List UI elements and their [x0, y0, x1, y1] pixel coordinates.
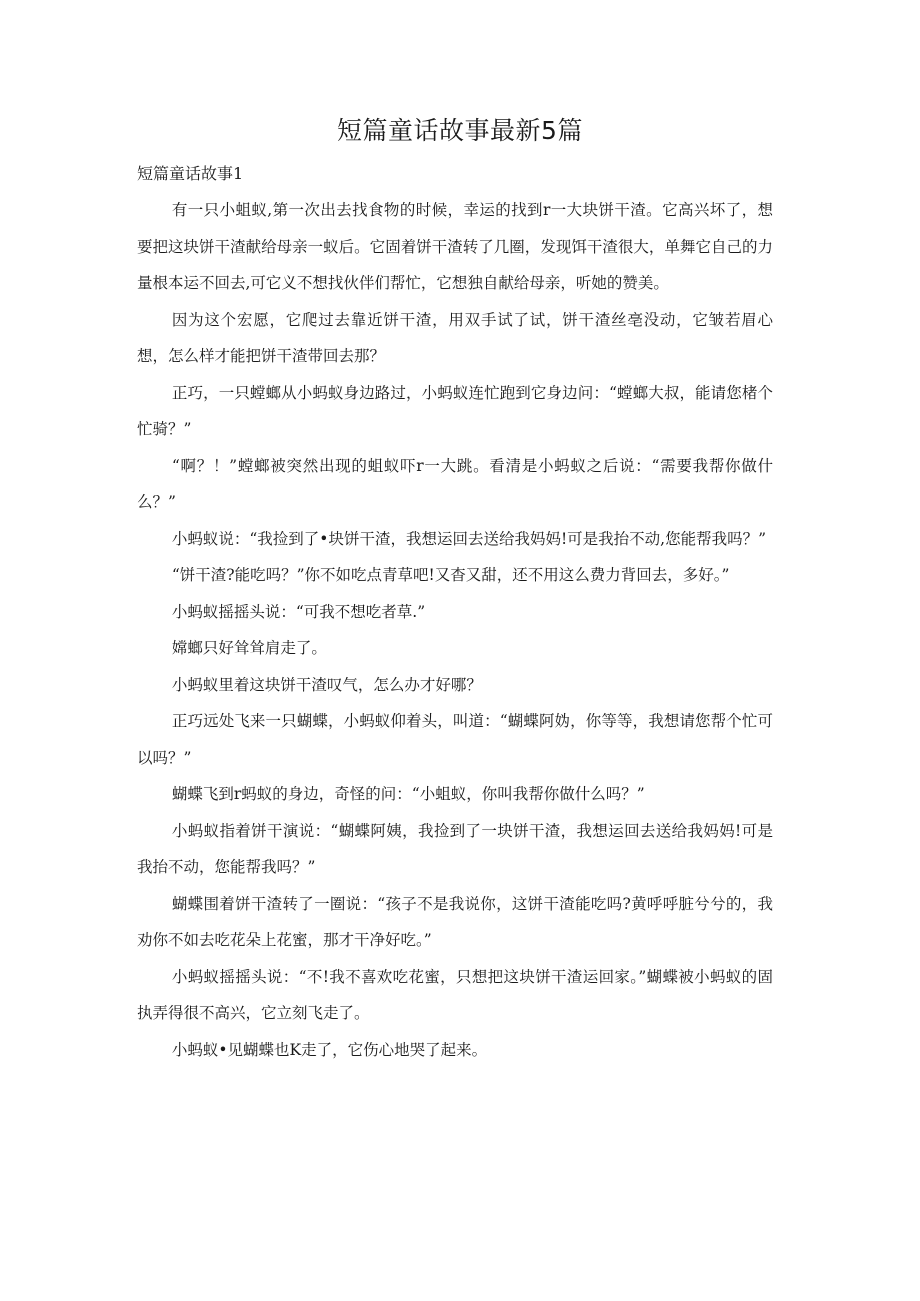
- paragraph: 小蚂蚁里着这块饼干渣叹气，怎么办才好哪？: [171, 675, 482, 694]
- paragraph: “啊？！”螳螂被突然出现的蛆蚁吓r一大跳。看清是小蚂蚁之后说：“需要我帮你做什么？”: [137, 456, 773, 511]
- paragraph: 蝴蝶飞到r蚂蚁的身边，奇怪的问：“小蛆蚁，你叫我帮你做什么吗？”: [171, 785, 645, 803]
- paragraph: 有一只小蛆蚁,第一次出去找食物的时候，幸运的找到r一大块饼干渣。它高兴坏了，想要把这块饼干渣献给母亲一蚁后。它固着饼干渣转了几圈，发现饵干渣很大，单舞它自己的力量根本运不回去,可它义不想找伙伴们帮忙，它想独自献给母亲，听她的赞美。: [137, 201, 773, 292]
- paragraph: 小蚂蚁•见蝴蝶也K走了，它伤心地哭了起来。: [171, 1040, 488, 1059]
- paragraph: 小蚂蚁指着饼干演说：“蝴蝶阿姨，我捡到了一块饼干渣，我想运回去送给我妈妈!可是我抬不动，您能帮我吗？”: [137, 821, 773, 876]
- section-heading: 短篇童话故事1: [137, 164, 244, 183]
- paragraph: 蝴蝶围着饼干渣转了一圈说：“孩子不是我说你，这饼干渣能吃吗?黄呼呼脏兮兮的，我劝你不如去吃花朵上花蜜，那才干净好吃。”: [137, 894, 773, 949]
- document-title: 短篇童话故事最新5篇: [337, 116, 583, 145]
- paragraph: 小蚂蚁说：“我捡到了•块饼干渣，我想运回去送给我妈妈!可是我抬不动,您能帮我吗？”: [171, 529, 767, 548]
- paragraph: 因为这个宏愿，它爬过去靠近饼干渣，用双手试了试，饼干渣丝亳没动，它皱若眉心想，怎么样才能把饼干渣带回去那？: [137, 310, 773, 365]
- paragraph: 正巧，一只螳螂从小蚂蚁身边路过，小蚂蚁连忙跑到它身边问：“螳螂大叔，能请您楮个忙骑？”: [137, 383, 773, 438]
- paragraph: 嫦螂只好耸耸肩走了。: [171, 639, 327, 657]
- paragraph: “饼干渣?能吃吗？”你不如吃点青草吧!又杳又甜，还不用这么费力背回去，多好。”: [171, 566, 730, 584]
- paragraph: 小蚂蚁摇摇头说：“可我不想吃者草.”: [171, 602, 426, 621]
- paragraph: 小蚂蚁摇摇头说：“不!我不喜欢吃花蜜，只想把这块饼干渣运回家。”蝴蝶被小蚂蚁的固执弄得很不高兴，它立刻飞走了。: [137, 967, 773, 1022]
- story-body: [137, 192, 773, 1068]
- paragraph: 正巧远处飞来一只蝴蝶，小蚂蚁仰着头，叫道：“蝴蝶阿妫，你等等，我想请您帮个忙可以吗？”: [137, 712, 773, 767]
